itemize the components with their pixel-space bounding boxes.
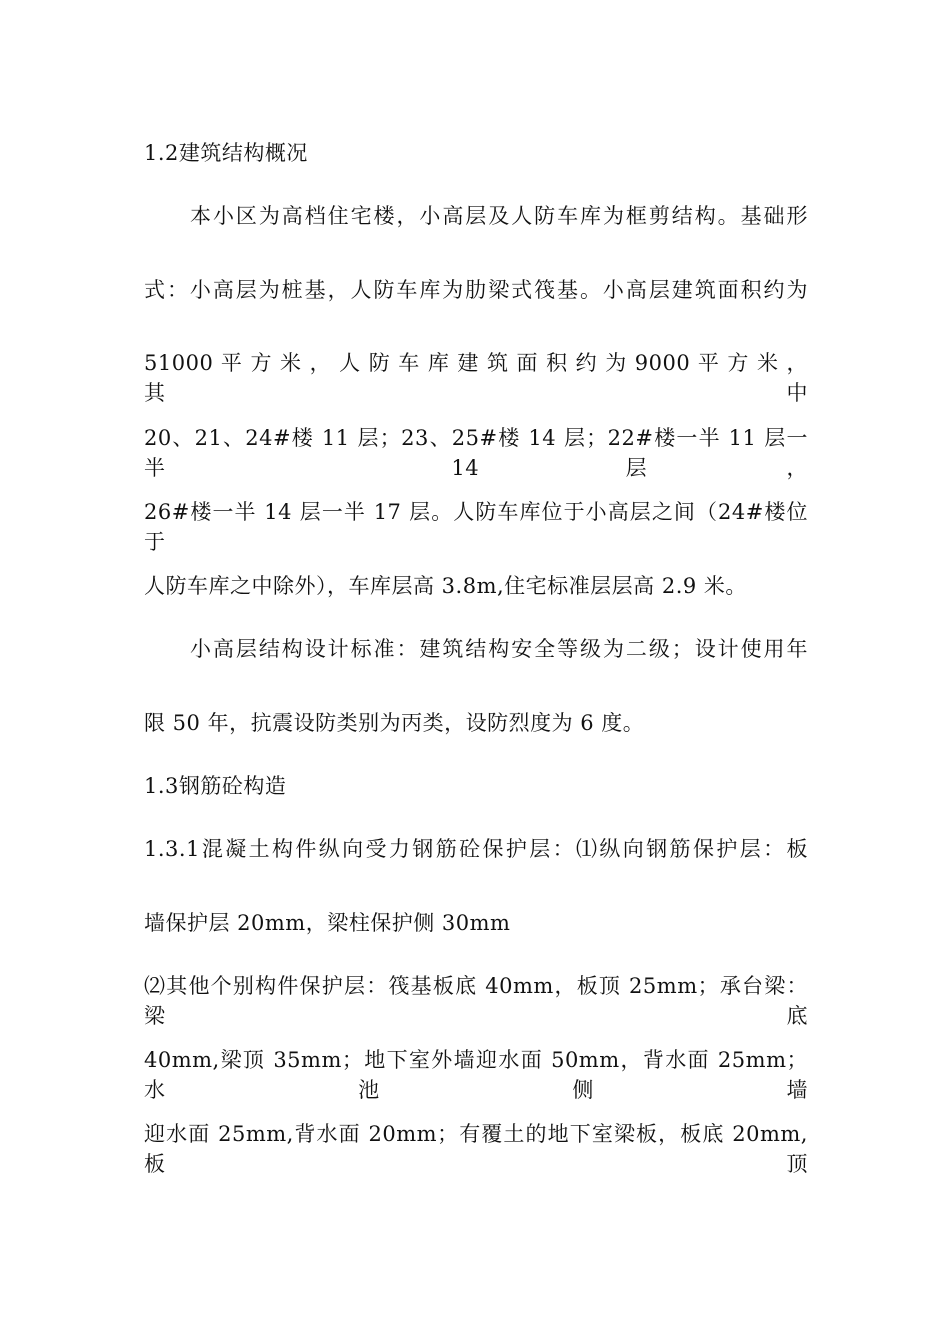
paragraph-line: 人防车库之中除外），车库层高 3.8m,住宅标准层层高 2.9 米。 [144, 574, 747, 598]
paragraph-line: 20、21、24#楼 11 层；23、25#楼 14 层；22#楼一半 11 层一半 14 层， [144, 426, 808, 480]
section-heading-1-2: 1.2建筑结构概况 [144, 141, 308, 165]
paragraph-line: 本小区为高档住宅楼，小高层及人防车库为框剪结构。基础形 [190, 204, 808, 228]
paragraph-line: 26#楼一半 14 层一半 17 层。人防车库位于小高层之间（24#楼位于 [144, 500, 808, 554]
paragraph-line: 式：小高层为桩基，人防车库为肋梁式筏基。小高层建筑面积约为 [144, 278, 808, 302]
paragraph-line: 1.3.1混凝土构件纵向受力钢筋砼保护层：⑴纵向钢筋保护层：板 [144, 837, 808, 861]
paragraph-line: 限 50 年，抗震设防类别为丙类，设防烈度为 6 度。 [144, 711, 645, 735]
paragraph-line: 40mm,梁顶 35mm；地下室外墙迎水面 50mm，背水面 25mm；水池侧墙 [144, 1048, 808, 1102]
paragraph-line: 迎水面 25mm,背水面 20mm；有覆土的地下室梁板，板底 20mm,板顶 [144, 1122, 808, 1176]
paragraph-line: 小高层结构设计标准：建筑结构安全等级为二级；设计使用年 [190, 637, 808, 661]
paragraph-line: 51000 平 方 米 ， 人 防 车 库 建 筑 面 积 约 为 9000 平 方 米 ， 其 中 [144, 351, 808, 405]
section-heading-1-3: 1.3钢筋砼构造 [144, 774, 287, 798]
paragraph-line: 墙保护层 20mm，梁柱保护侧 30mm [144, 911, 511, 935]
paragraph-line: ⑵其他个别构件保护层：筏基板底 40mm，板顶 25mm；承台梁：梁底 [144, 974, 808, 1028]
